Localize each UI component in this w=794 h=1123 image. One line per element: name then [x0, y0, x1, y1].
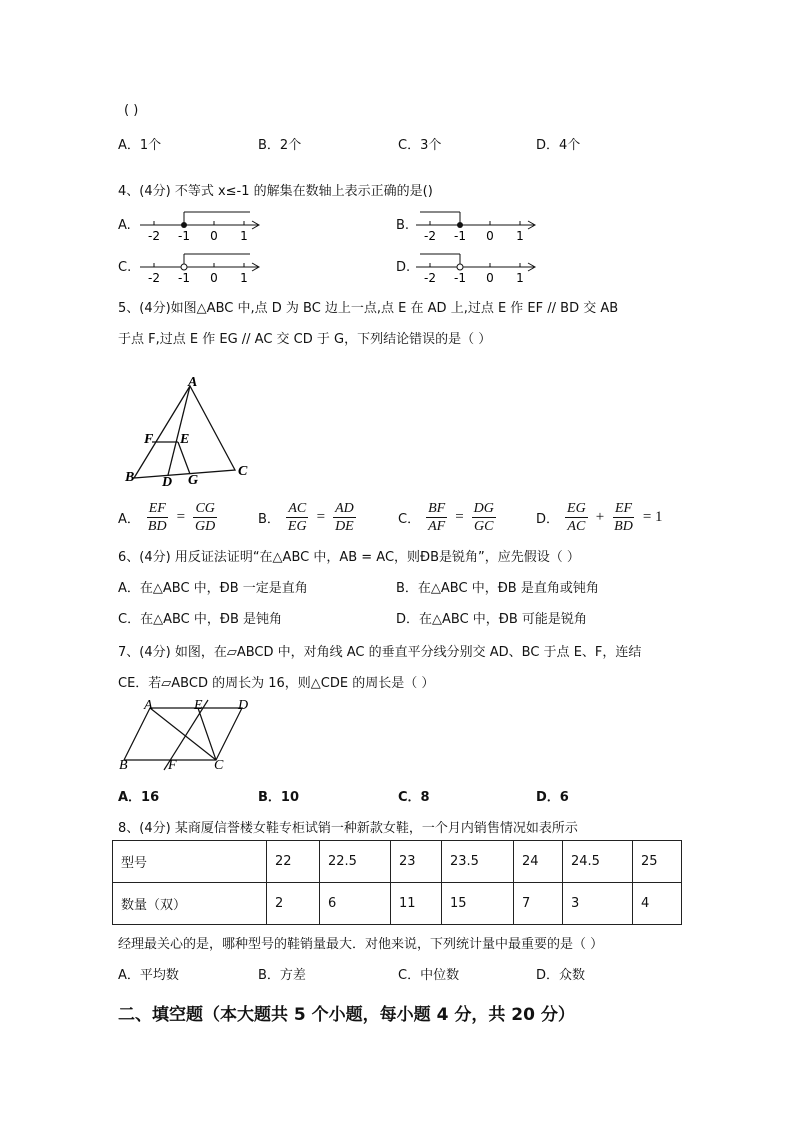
tick-label: 1 [516, 229, 524, 242]
fig-label-f: F [144, 432, 154, 447]
q4-option-c-letter[interactable]: C. [118, 260, 132, 275]
q7-option-a[interactable]: A．16 [118, 790, 160, 805]
tick-label: -2 [148, 229, 160, 242]
denominator: BD [147, 519, 167, 534]
fraction [612, 500, 635, 535]
table-cell: 22.5 [320, 841, 391, 883]
q3-option-b[interactable]: B．2个 [258, 138, 302, 153]
q5-option-a[interactable] [118, 500, 217, 535]
tick-label: -2 [424, 229, 436, 242]
fraction [426, 500, 447, 535]
operator: = [455, 509, 464, 525]
q3-option-c[interactable]: C．3个 [398, 138, 442, 153]
fig-label-e: E [194, 698, 203, 713]
numerator: EF [148, 501, 166, 516]
fraction [333, 500, 356, 535]
tick-label: 0 [210, 229, 218, 242]
q7-stem-line1: 7、(4分) 如图，在▱ABCD 中，对角线 AC 的垂直平分线分别交 AD、BC 于点 E、F，连结 [118, 645, 642, 660]
q6-stem: 6、(4分) 用反证法证明“在△ABC 中，AB = AC，则ÐB是锐角”，应先假设（ ） [118, 550, 580, 565]
table-row [113, 841, 682, 883]
table-cell: 3 [563, 883, 633, 925]
q4-option-d-numberline[interactable] [414, 250, 540, 284]
table-cell: 15 [442, 883, 514, 925]
tick-label: 0 [210, 271, 218, 284]
operator: = [176, 509, 186, 525]
q4-c-open-point [181, 264, 187, 270]
tick-label: -1 [454, 271, 466, 284]
denominator: EG [287, 519, 307, 534]
table-row [113, 883, 682, 925]
q8-sales-table [112, 840, 682, 925]
q5-option-c[interactable] [398, 500, 496, 535]
q8-option-a[interactable]: A．平均数 [118, 968, 179, 983]
fraction [146, 500, 169, 535]
denominator: AF [428, 519, 446, 534]
q5-option-b[interactable] [258, 500, 356, 535]
q5-option-d[interactable] [536, 500, 665, 535]
q7-option-d[interactable]: D．6 [536, 790, 569, 805]
q4-stem: 4、(4分) 不等式 x≤-1 的解集在数轴上表示正确的是() [118, 184, 433, 199]
fig-label-g: G [188, 473, 199, 488]
numerator: CG [195, 501, 215, 516]
denominator: GD [195, 519, 216, 534]
numerator: BF [428, 501, 446, 516]
denominator: GC [474, 519, 494, 534]
numerator: EF [614, 501, 633, 516]
q6-option-d[interactable]: D．在△ABC 中，ÐB 可能是锐角 [396, 612, 587, 627]
fig-label-d: D [162, 475, 173, 490]
fraction [472, 500, 496, 535]
option-letter: A． [118, 512, 140, 527]
tick-label: 1 [240, 271, 248, 284]
fig-label-e: E [180, 432, 190, 447]
q7-stem-line2: CE．若▱ABCD 的周长为 16，则△CDE 的周长是（ ） [118, 676, 435, 691]
fig-label-a: A [188, 376, 198, 390]
numerator: AD [335, 501, 354, 516]
q4-option-c-numberline[interactable] [138, 250, 264, 284]
q8-option-d[interactable]: D．众数 [536, 968, 586, 983]
q4-option-b-letter[interactable]: B. [396, 218, 410, 233]
tick-label: -1 [454, 229, 466, 242]
tick-label: -1 [178, 229, 190, 242]
tick-label: 1 [516, 271, 524, 284]
table-cell: 24.5 [563, 841, 633, 883]
denominator: DE [335, 519, 354, 534]
fig-label-b: B [125, 470, 135, 485]
q4-option-a-letter[interactable]: A. [118, 218, 131, 233]
equals-one: = 1 [642, 509, 663, 525]
q8-option-c[interactable]: C．中位数 [398, 968, 460, 983]
table-cell: 2 [267, 883, 320, 925]
table-cell: 数量（双） [113, 883, 267, 925]
q4-b-filled-point [457, 222, 463, 228]
q7-option-c[interactable]: C．8 [398, 790, 430, 805]
q6-option-b[interactable]: B．在△ABC 中，ÐB 是直角或钝角 [396, 581, 599, 596]
q4-option-a-numberline[interactable] [138, 208, 264, 242]
section-2-title: 二、填空题（本大题共 5 个小题，每小题 4 分，共 20 分） [118, 1005, 575, 1025]
tick-label: -2 [148, 271, 160, 284]
table-cell: 11 [391, 883, 442, 925]
fig-label-c: C [214, 758, 224, 773]
table-cell: 6 [320, 883, 391, 925]
table-cell: 25 [633, 841, 682, 883]
table-cell: 7 [514, 883, 563, 925]
fig-label-b: B [119, 758, 128, 773]
denominator: AC [567, 519, 586, 534]
operator: = [316, 509, 326, 525]
table-cell: 23 [391, 841, 442, 883]
numerator: DG [473, 501, 494, 516]
table-cell: 4 [633, 883, 682, 925]
tick-label: 0 [486, 271, 494, 284]
q8-question: 经理最关心的是，哪种型号的鞋销量最大．对他来说，下列统计量中最重要的是（ ） [118, 937, 604, 952]
numerator: AC [288, 501, 307, 516]
q5-stem-line1: 5、(4分)如图△ABC 中,点 D 为 BC 边上一点,点 E 在 AD 上,过点 E 作 EF // BD 交 AB [118, 301, 619, 316]
q4-option-d-letter[interactable]: D. [396, 260, 411, 275]
option-letter: B． [258, 512, 280, 527]
tick-label: 1 [240, 229, 248, 242]
option-letter: D． [536, 512, 560, 527]
q8-option-b[interactable]: B．方差 [258, 968, 306, 983]
q7-parallelogram-figure [116, 698, 256, 774]
table-cell: 型号 [113, 841, 267, 883]
q5-stem-line2: 于点 F,过点 E 作 EG // AC 交 CD 于 G，下列结论错误的是（ ） [118, 332, 492, 347]
table-cell: 22 [267, 841, 320, 883]
q3-option-a[interactable]: A．1个 [118, 138, 162, 153]
q4-a-filled-point [181, 222, 187, 228]
table-cell: 24 [514, 841, 563, 883]
fraction [565, 500, 588, 535]
fig-label-d: D [238, 698, 249, 713]
q6-option-a[interactable]: A．在△ABC 中，ÐB 一定是直角 [118, 581, 308, 596]
q8-stem: 8、(4分) 某商厦信誉楼女鞋专柜试销一种新款女鞋，一个月内销售情况如表所示 [118, 821, 578, 836]
fig-label-a: A [144, 698, 153, 713]
q3-paren: ( ) [124, 103, 139, 118]
operator: + [595, 509, 605, 525]
tick-label: -1 [178, 271, 190, 284]
q6-option-c[interactable]: C．在△ABC 中，ÐB 是钝角 [118, 612, 282, 627]
q7-option-b[interactable]: B．10 [258, 790, 299, 805]
fraction [286, 500, 309, 535]
q3-option-d[interactable]: D．4个 [536, 138, 581, 153]
fig-label-f: F [168, 758, 177, 773]
numerator: EG [567, 501, 586, 516]
denominator: BD [614, 519, 633, 534]
q5-triangle-figure [120, 376, 260, 491]
option-letter: C． [398, 512, 421, 527]
table-cell: 23.5 [442, 841, 514, 883]
fig-label-c: C [238, 464, 248, 479]
tick-label: 0 [486, 229, 494, 242]
tick-label: -2 [424, 271, 436, 284]
q4-d-open-point [457, 264, 463, 270]
q4-option-b-numberline[interactable] [414, 208, 540, 242]
fraction [193, 500, 217, 535]
